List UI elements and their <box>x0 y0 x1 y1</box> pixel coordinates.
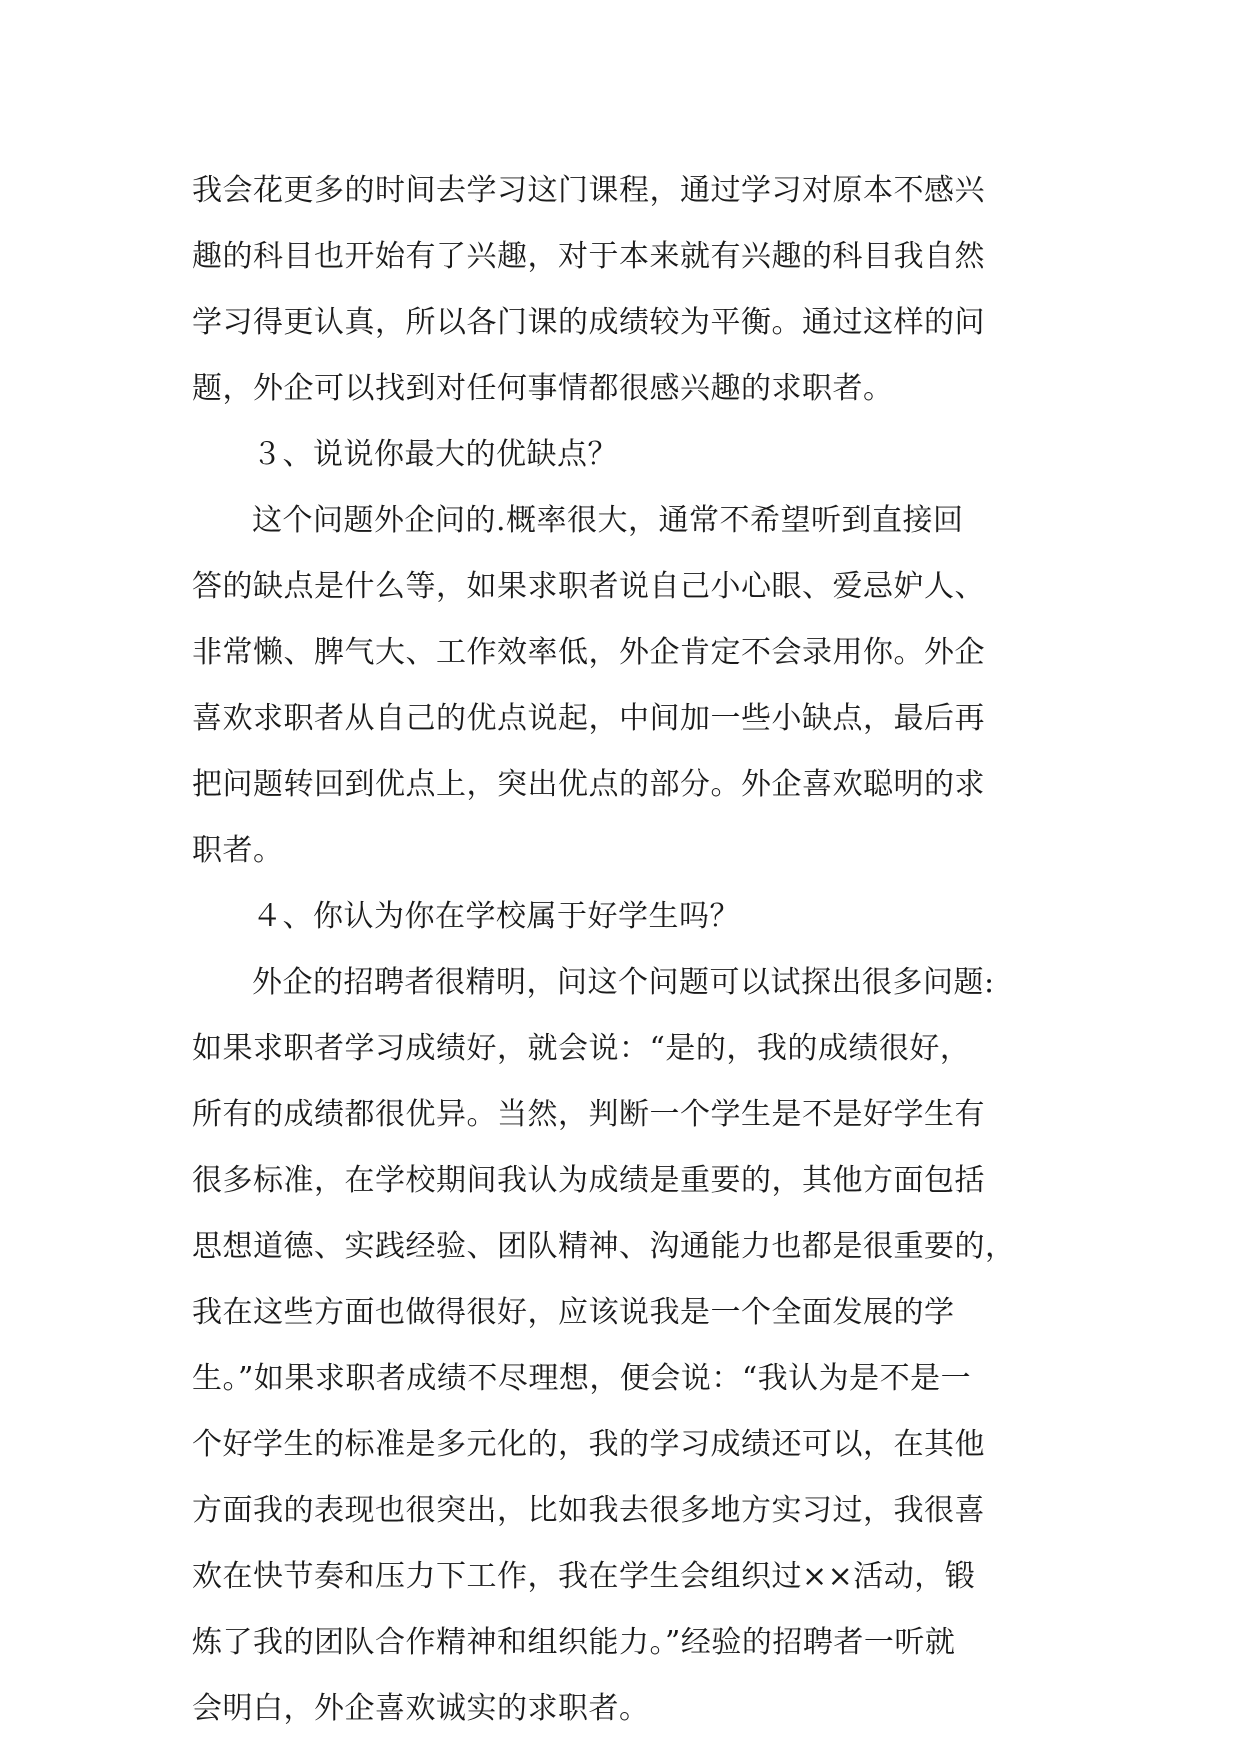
text-line: 学习得更认真，所以各门课的成绩较为平衡。通过这样的问 <box>192 305 985 340</box>
text-line: 很多标准，在学校期间我认为成绩是重要的，其他方面包括 <box>192 1163 985 1198</box>
text-line: 所有的成绩都很优异。当然，判断一个学生是不是好学生有 <box>192 1097 985 1132</box>
text-line: 职者。 <box>192 833 284 868</box>
text-line: 我会花更多的时间去学习这门课程，通过学习对原本不感兴 <box>192 173 985 208</box>
question-heading: ４、你认为你在学校属于好学生吗？ <box>252 899 740 934</box>
text-line: 我在这些方面也做得很好，应该说我是一个全面发展的学 <box>192 1295 955 1330</box>
text-line: 思想道德、实践经验、团队精神、沟通能力也都是很重要的， <box>192 1229 1016 1264</box>
text-line: 个好学生的标准是多元化的，我的学习成绩还可以，在其他 <box>192 1427 985 1462</box>
question-heading: ３、说说你最大的优缺点？ <box>252 437 618 472</box>
text-line: 答的缺点是什么等，如果求职者说自己小心眼、爱忌妒人、 <box>192 569 985 604</box>
document-body <box>192 158 1072 1742</box>
text-line: 把问题转回到优点上，突出优点的部分。外企喜欢聪明的求 <box>192 767 985 802</box>
text-line: 这个问题外企问的.概率很大，通常不希望听到直接回 <box>252 503 964 538</box>
text-line: 喜欢求职者从自己的优点说起，中间加一些小缺点，最后再 <box>192 701 985 736</box>
text-line: 趣的科目也开始有了兴趣，对于本来就有兴趣的科目我自然 <box>192 239 985 274</box>
text-line: 非常懒、脾气大、工作效率低，外企肯定不会录用你。外企 <box>192 635 985 670</box>
text-line: 外企的招聘者很精明，问这个问题可以试探出很多问题: <box>252 965 995 1000</box>
text-line: 生。”如果求职者成绩不尽理想，便会说：“我认为是不是一 <box>192 1361 972 1396</box>
text-line: 如果求职者学习成绩好，就会说：“是的，我的成绩很好， <box>192 1031 971 1066</box>
text-line: 欢在快节奏和压力下工作，我在学生会组织过××活动，锻 <box>192 1559 976 1594</box>
text-line: 炼了我的团队合作精神和组织能力。”经验的招聘者一听就 <box>192 1625 956 1660</box>
text-line: 会明白，外企喜欢诚实的求职者。 <box>192 1691 650 1726</box>
text-line: 方面我的表现也很突出，比如我去很多地方实习过，我很喜 <box>192 1493 985 1528</box>
text-line: 题，外企可以找到对任何事情都很感兴趣的求职者。 <box>192 371 894 406</box>
